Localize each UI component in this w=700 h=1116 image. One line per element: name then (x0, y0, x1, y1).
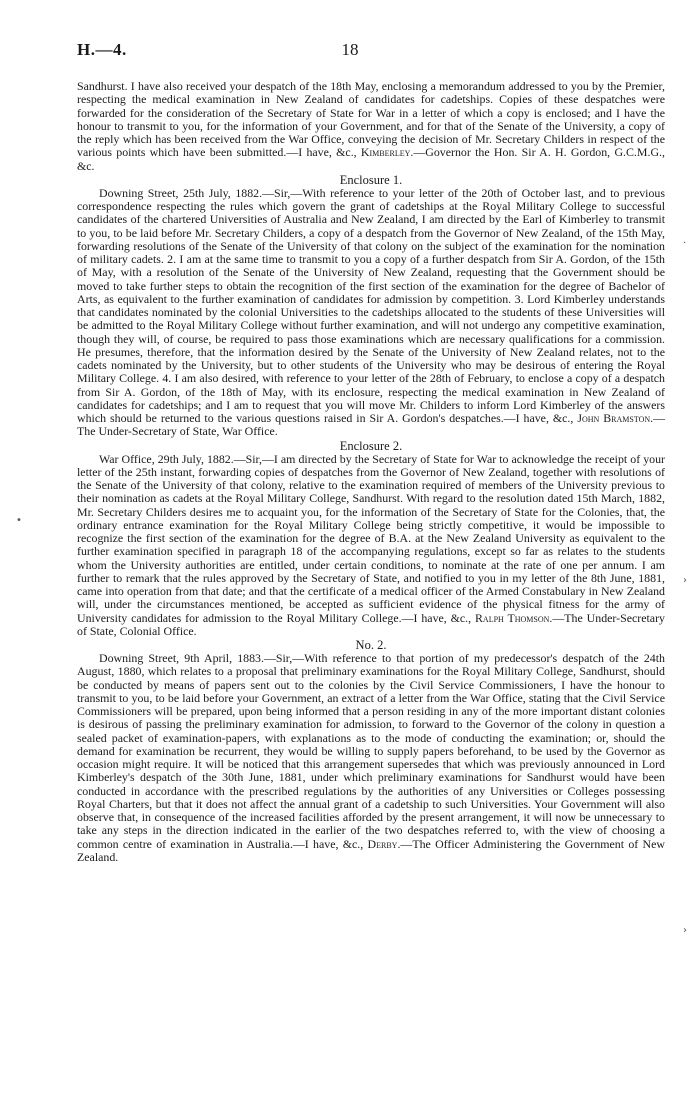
signature: Kimberley. (360, 145, 414, 160)
signature: John Bramston. (577, 411, 654, 425)
enclosure-2-heading: Enclosure 2. (339, 438, 403, 453)
enclosure-1-heading: Enclosure 1. (339, 172, 403, 187)
no-2-paragraph (77, 652, 665, 864)
document-code: H.—4. (77, 40, 127, 59)
paragraph-tail: —The Officer Administering the Government of New Zealand. (77, 836, 665, 864)
paragraph-text: War Office, 29th July, 1882.—Sir,—I am directed by the Secretary of State for War to acknowledge the receipt of your letter of the 25th instant, forwarding copies of despatches from the Governor of New Zealand, together with resolutions of the Senate of the University of that colony, relative to the examination required of members of the University previous to their nomination as cadets at the Royal Military College, Sandhurst. With regard to the resolution dated 15th March, 1882, Mr. Secretary Childers desires me to acquaint you, for the information of the Secretary of State for the Colonies, that, the ordinary entrance examination for the Royal Military College being strictly competitive, it would be impossible to recognize the first section of the examination for the degree of B.A. at the New Zealand University as equivalent to the further examination specified in paragraph 18 of the accompanying regulations, except so far as relates to the students whom the University authorities are entitled, under certain conditions, to nominate at the rate of one per annum. I am further to remark that the rules approved by the Secretary of State, and notified to you in my letter of the 8th June, 1881, came into operation from that date; and that the certificate of a medical officer of the Armed Constabulary in New Zealand will, under the circumstances mentioned, be accepted as sufficient evidence of the physical fitness for the army of University candidates for admission to the Royal Military College.—I have, &c., (77, 451, 665, 625)
enclosure-1-paragraph (77, 187, 665, 439)
margin-mark: › (683, 925, 687, 936)
no-2-heading: No. 2. (355, 638, 387, 652)
continuation-paragraph (77, 80, 665, 173)
paragraph-text: Sandhurst. I have also received your despatch of the 18th May, enclosing a memorandum addressed to you by the Premier, respecting the medical examination in New Zealand of candidates for cadetships. Copies of these despatches were forwarded for the consideration of the Secretary of State for War in a letter of which a copy is enclosed; and I have the honour to transmit to you, for the information of your Government, and for that of the Senate of the University, a copy of the reply which has been received from the War Office, conveying the decision of Mr. Secretary Childers in respect of the various points which have been submitted.—I have, &c., (77, 79, 665, 160)
margin-mark: › (683, 575, 687, 586)
paragraph-tail: —The Under-Secretary of State, Colonial Office. (77, 610, 665, 638)
signature: Ralph Thomson. (475, 610, 553, 625)
margin-mark: • (16, 515, 22, 526)
signature: Derby. (367, 836, 401, 851)
margin-mark: · (683, 238, 687, 249)
page-number: 18 (341, 40, 359, 59)
page-header (0, 40, 700, 64)
paragraph-text: Downing Street, 9th April, 1883.—Sir,—With reference to that portion of my predecessor's despatch of the 24th August, 1880, which relates to a proposal that preliminary examinations for the Royal Military College, Sandhurst, should be conducted by means of papers sent out to the colonies by the Civil Service Commissioners, I have the honour to transmit to you, to be laid before your Government, an extract of a letter from the War Office, stating that the Civil Service Commissioners will be prepared, upon being informed that a person residing in any of the more important distant colonies is desirous of passing the preliminary examination for admission, to forward to the Governor of the colony in question a sealed packet of examination-papers, with explanations as to the mode of conducting the examination; or, should the demand for examination be recurrent, they would be willing to supply papers beforehand, to be used by the Governor as occasion might require. It will be noticed that this arrangement supersedes that which was previously announced in Lord Kimberley's despatch of the 30th June, 1881, under which preliminary examinations for Sandhurst would have been conducted in accordance with the prescribed regulations by the authorities of any Universities or Colleges possessing Royal Charters, but that it does not affect the annual grant of a cadetship to such Universities. Your Government will also observe that, in consequence of the increased facilities afforded by the present arrangement, it will now be unnecessary to take any steps in the direction indicated in the earlier of the two despatches referred to, with the view of choosing a common centre of examination in Australia.—I have, &c., (77, 651, 665, 851)
paragraph-tail: —Governor the Hon. Sir A. H. Gordon, G.C.M.G., &c. (77, 145, 665, 173)
paragraph-text: Downing Street, 25th July, 1882.—Sir,—With reference to your letter of the 20th of October last, and to previous correspondence respecting the rules which govern the grant of cadetships at the Royal Military College to successful candidates of the chartered Universities of Australia and New Zealand, I am directed by the Earl of Kimberley to transmit to you, to be laid before Mr. Secretary Childers, a copy of a despatch from the Governor of New Zealand, of the 15th May, forwarding resolutions of the Senate of the University of that colony on the subject of the examination for the nomination of military cadets. 2. I am at the same time to transmit to you a copy of a further despatch from Sir A. Gordon, of the 15th of May, with a resolution of the Senate of the University of New Zealand, requesting that the Government should be moved to take further steps to obtain the recognition of the first section of the examination for the degree of Bachelor of Arts, as equivalent to the further examination of candidates for admission by competition. 3. Lord Kimberley understands that candidates nominated by the colonial Universities to the cadetships allocated to the students of these Universities will be admitted to the Royal Military College without further examination, and will not undergo any competitive examination, though they will, of course, be required to pass those examinations which are necessary qualifications for a commission. He presumes, therefore, that the information desired by the Senate of the University of New Zealand relates, not to the cadets nominated by the University, but to other students of the University who may be desirous of entering the Royal Military College. 4. I am also desired, with reference to your letter of the 28th of February, to enclose a copy of a despatch from Sir A. Gordon, of the 18th of May, with its enclosure, respecting the medical examination in New Zealand of candidates for cadetships; and I am to request that you will move Mr. Childers to inform Lord Kimberley of the answers which should be returned to the various questions raised in Sir A. Gordon's despatches.—I have, &c., (77, 185, 665, 425)
paragraph-tail: —The Under-Secretary of State, War Office. (77, 411, 665, 439)
enclosure-2-paragraph (77, 453, 665, 639)
page-body (77, 80, 665, 864)
